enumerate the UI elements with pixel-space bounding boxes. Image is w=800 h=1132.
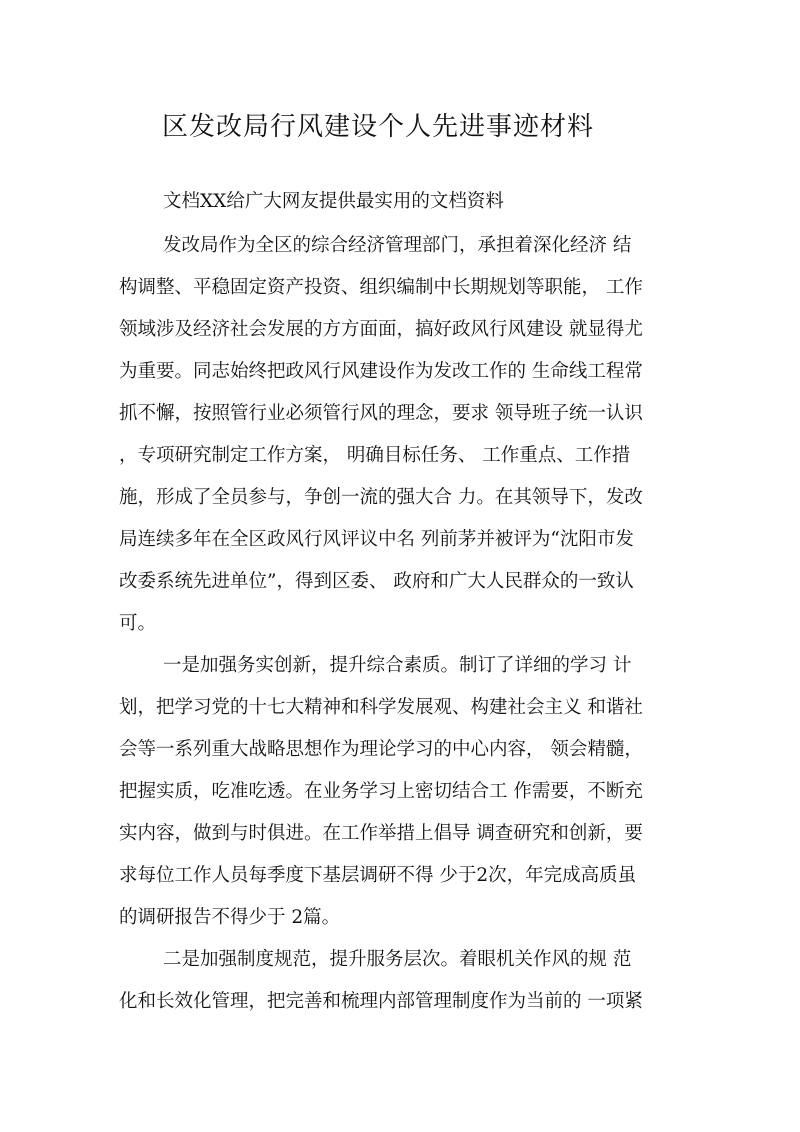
- text-line: 构调整、平稳固定资产投资、组织编制中长期规划等职能， 工作: [119, 277, 643, 298]
- text-line: 的调研报告不得少于 2篇。: [119, 907, 341, 928]
- text-line: 为重要。同志始终把政风行风建设作为发改工作的 生命线工程常: [119, 361, 643, 382]
- text-line: ，专项研究制定工作方案， 明确目标任务、 工作重点、工作措: [119, 445, 631, 466]
- text-line: 把握实质，吃准吃透。在业务学习上密切结合工 作需要，不断充: [119, 781, 643, 802]
- text-line: 局连续多年在全区政风行风评议中名 列前茅并被评为“沈阳市发: [119, 529, 634, 550]
- text-line: 二是加强制度规范，提升服务层次。着眼机关作风的规 范: [163, 949, 632, 970]
- text-line: 会等一系列重大战略思想作为理论学习的中心内容， 领会精髓，: [119, 739, 643, 760]
- text-line: 可。: [119, 613, 157, 634]
- text-line: 领域涉及经济社会发展的方方面面，搞好政风行风建设 就显得尤: [119, 319, 643, 340]
- text-line: 化和长效化管理，把完善和梳理内部管理制度作为当前的 一项紧: [119, 991, 643, 1012]
- text-line: 抓不懈，按照管行业必须管行风的理念，要求 领导班子统一认识: [119, 403, 643, 424]
- text-line: 文档XX给广大网友提供最实用的文档资料: [163, 191, 504, 212]
- text-line: 实内容，做到与时俱进。在工作举措上倡导 调查研究和创新，要: [119, 823, 643, 844]
- text-line: 求每位工作人员每季度下基层调研不得 少于2次，年完成高质虽: [119, 865, 637, 886]
- text-line: 划，把学习党的十七大精神和科学发展观、构建社会主义 和谐社: [119, 697, 643, 718]
- document-title: 区发改局行风建设个人先进事迹材料: [162, 112, 595, 142]
- text-line: 发改局作为全区的综合经济管理部门，承担着深化经济 结: [163, 235, 632, 256]
- text-line: 改委系统先进单位”，得到区委、 政府和广大人民群众的一致认: [119, 571, 634, 592]
- text-line: 一是加强务实创新，提升综合素质。制订了详细的学习 计: [163, 655, 632, 676]
- text-line: 施，形成了全员参与，争创一流的强大合 力。在其领导下，发改: [119, 487, 643, 508]
